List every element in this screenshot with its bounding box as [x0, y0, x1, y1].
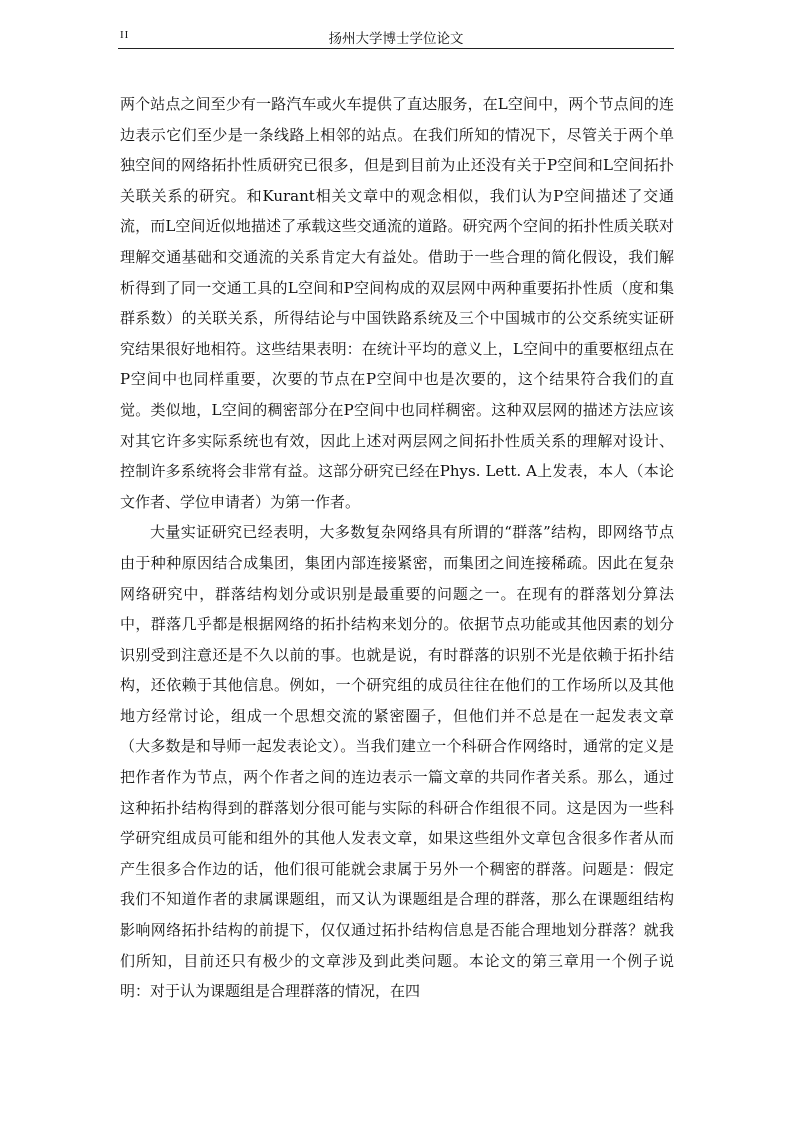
paragraph-continued: 两个站点之间至少有一路汽车或火车提供了直达服务，在L空间中，两个节点间的连边表示它们至少是一条线路上相邻的站点。在我们所知的情况下，尽管关于两个单独空间的网络拓扑性质研究已很多，但是到目前为止还没有关于P空间和L空间拓扑关联关系的研究。和Kurant相关文章中的观念相似，我们认为P空间描述了交通流，而L空间近似地描述了承载这些交通流的道路。研究两个空间的拓扑性质关联对理解交通基础和交通流的关系肯定大有益处。借助于一些合理的简化假设，我们解析得到了同一交通工具的L空间和P空间构成的双层网中两种重要拓扑性质（度和集群系数）的关联关系，所得结论与中国铁路系统及三个中国城市的公交系统实证研究结果很好地相符。这些结果表明：在统计平均的意义上，L空间中的重要枢纽点在P空间中也同样重要，次要的节点在P空间中也是次要的，这个结果符合我们的直觉。类似地，L空间的稠密部分在P空间中也同样稠密。这种双层网的描述方法应该对其它许多实际系统也有效，因此上述对两层网之间拓扑性质关系的理解对设计、控制许多系统将会非常有益。这部分研究已经在Phys. Lett. A上发表，本人（本论文作者、学位申请者）为第一作者。	[120, 95, 674, 511]
page-header	[118, 26, 674, 49]
running-title: 扬州大学博士学位论文	[328, 31, 464, 47]
body-text	[120, 89, 674, 1007]
page-number: II	[120, 29, 130, 41]
paragraph-community-structure: 大量实证研究已经表明，大多数复杂网络具有所谓的“群落”结构，即网络节点由于种种原因结合成集团，集团内部连接紧密，而集团之间连接稀疏。因此在复杂网络研究中，群落结构划分或识别是最重要的问题之一。在现有的群落划分算法中，群落几乎都是根据网络的拓扑结构来划分的。依据节点功能或其他因素的划分识别受到注意还是不久以前的事。也就是说，有时群落的识别不光是依赖于拓扑结构，还依赖于其他信息。例如，一个研究组的成员往往在他们的工作场所以及其他地方经常讨论，组成一个思想交流的紧密圈子，但他们并不总是在一起发表文章（大多数是和导师一起发表论文）。当我们建立一个科研合作网络时，通常的定义是把作者作为节点，两个作者之间的连边表示一篇文章的共同作者关系。那么，通过这种拓扑结构得到的群落划分很可能与实际的科研合作组很不同。这是因为一些科学研究组成员可能和组外的其他人发表文章，如果这些组外文章包含很多作者从而产生很多合作边的话，他们很可能就会隶属于另外一个稠密的群落。问题是：假定我们不知道作者的隶属课题组，而又认为课题组是合理的群落，那么在课题组结构影响网络拓扑结构的前提下，仅仅通过拓扑结构信息是否能合理地划分群落？就我们所知，目前还只有极少的文章涉及到此类问题。本论文的第三章用一个例子说明：对于认为课题组是合理群落的情况，在四	[120, 523, 674, 1001]
